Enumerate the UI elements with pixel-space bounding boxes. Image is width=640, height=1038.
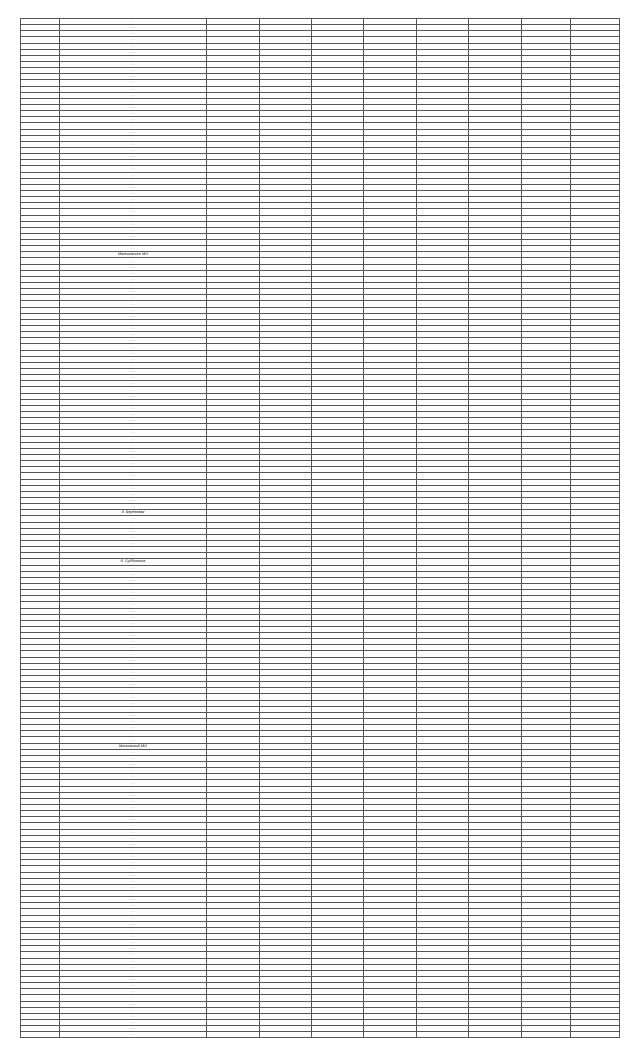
street-name-cell: … <box>59 166 206 172</box>
street-name-cell: … <box>59 375 206 381</box>
street-name-cell: … <box>59 418 206 424</box>
street-name-cell: … <box>59 540 206 546</box>
street-name-cell: … <box>59 19 206 25</box>
street-name-cell: … <box>59 307 206 313</box>
street-name-cell: … <box>59 792 206 798</box>
table-row <box>21 1032 620 1038</box>
street-name-cell: … <box>59 553 206 559</box>
street-name-cell: … <box>59 190 206 196</box>
street-name-cell: … <box>59 497 206 503</box>
street-name-cell: … <box>59 504 206 510</box>
street-name-cell: … <box>59 240 206 246</box>
street-name-cell: … <box>59 719 206 725</box>
street-name-cell: … <box>59 700 206 706</box>
street-name-cell: … <box>59 995 206 1001</box>
street-name-cell: … <box>59 534 206 540</box>
street-name-cell: … <box>59 55 206 61</box>
street-name-cell: … <box>59 154 206 160</box>
street-name-cell: … <box>59 755 206 761</box>
street-name-cell: … <box>59 774 206 780</box>
street-name-cell: … <box>59 49 206 55</box>
street-name-cell: … <box>59 68 206 74</box>
street-name-cell: … <box>59 798 206 804</box>
street-name-cell: … <box>59 927 206 933</box>
street-name-cell: … <box>59 74 206 80</box>
street-name-cell: … <box>59 295 206 301</box>
street-name-cell: … <box>59 737 206 743</box>
street-name-cell: … <box>59 639 206 645</box>
street-name-cell: … <box>59 835 206 841</box>
street-name-cell: … <box>59 111 206 117</box>
section-header-label: Мальковское МО <box>59 252 206 258</box>
street-name-cell: … <box>59 393 206 399</box>
value-cell <box>259 1032 311 1038</box>
street-name-cell: … <box>59 1001 206 1007</box>
street-name-cell: … <box>59 86 206 92</box>
street-name-cell: … <box>59 203 206 209</box>
street-name-cell: … <box>59 399 206 405</box>
street-name-cell: … <box>59 933 206 939</box>
street-name-cell: … <box>59 1013 206 1019</box>
street-name-cell: … <box>59 369 206 375</box>
street-name-cell: … <box>59 976 206 982</box>
street-name-cell: … <box>59 915 206 921</box>
street-name-cell: … <box>59 332 206 338</box>
street-name-cell: … <box>59 246 206 252</box>
street-name-cell: … <box>59 841 206 847</box>
street-name-cell: … <box>59 98 206 104</box>
data-table <box>20 18 620 1038</box>
street-name-cell: … <box>59 387 206 393</box>
street-name-cell: … <box>59 283 206 289</box>
street-name-cell: … <box>59 780 206 786</box>
street-name-cell: … <box>59 626 206 632</box>
street-name-cell: … <box>59 657 206 663</box>
street-name-cell: … <box>59 381 206 387</box>
street-name-cell: … <box>59 479 206 485</box>
street-name-cell: … <box>59 301 206 307</box>
street-name-cell: … <box>59 596 206 602</box>
street-name-cell: … <box>59 847 206 853</box>
street-name-cell: … <box>59 712 206 718</box>
street-name-cell: … <box>59 221 206 227</box>
street-name-cell: … <box>59 338 206 344</box>
street-name-cell: … <box>59 276 206 282</box>
street-name-cell: … <box>59 577 206 583</box>
street-name-cell: … <box>59 270 206 276</box>
street-name-cell: … <box>59 946 206 952</box>
street-name-cell: … <box>59 989 206 995</box>
street-name-cell: … <box>59 940 206 946</box>
street-name-cell: … <box>59 117 206 123</box>
street-name-cell: … <box>59 651 206 657</box>
street-name-cell: … <box>59 725 206 731</box>
row-number-cell <box>21 1032 60 1038</box>
street-name-cell: … <box>59 921 206 927</box>
street-name-cell: … <box>59 1026 206 1032</box>
street-name-cell: … <box>59 141 206 147</box>
street-name-cell: … <box>59 37 206 43</box>
street-name-cell: … <box>59 706 206 712</box>
street-name-cell: … <box>59 645 206 651</box>
street-name-cell: … <box>59 356 206 362</box>
street-name-cell: … <box>59 227 206 233</box>
street-name-cell: … <box>59 61 206 67</box>
street-name-cell: … <box>59 983 206 989</box>
street-name-cell: … <box>59 964 206 970</box>
value-cell <box>207 1032 259 1038</box>
street-name-cell: … <box>59 547 206 553</box>
street-name-cell: … <box>59 805 206 811</box>
street-name-cell: … <box>59 412 206 418</box>
street-name-cell: … <box>59 866 206 872</box>
street-name-cell: … <box>59 178 206 184</box>
street-name-cell: … <box>59 350 206 356</box>
street-name-cell: … <box>59 823 206 829</box>
street-name-cell: … <box>59 565 206 571</box>
street-name-cell: … <box>59 663 206 669</box>
street-name-cell: … <box>59 319 206 325</box>
street-name-cell: … <box>59 454 206 460</box>
street-name-cell: … <box>59 362 206 368</box>
section-header-label: д. Субботина <box>59 559 206 565</box>
street-name-cell: … <box>59 264 206 270</box>
street-name-cell: … <box>59 890 206 896</box>
street-name-cell: … <box>59 768 206 774</box>
value-cell <box>469 1032 521 1038</box>
value-cell <box>364 1032 416 1038</box>
street-name-cell: … <box>59 952 206 958</box>
street-name-cell: … <box>59 197 206 203</box>
street-name-cell: … <box>59 522 206 528</box>
street-name-cell: … <box>59 762 206 768</box>
value-cell <box>416 1032 468 1038</box>
street-name-cell: … <box>59 811 206 817</box>
section-header-label: Московский МО <box>59 743 206 749</box>
street-name-cell: … <box>59 129 206 135</box>
street-name-cell: … <box>59 970 206 976</box>
street-name-cell: … <box>59 326 206 332</box>
street-name-cell: … <box>59 860 206 866</box>
street-name-cell: … <box>59 786 206 792</box>
street-name-cell: … <box>59 669 206 675</box>
street-name-cell: … <box>59 878 206 884</box>
street-name-cell: … <box>59 583 206 589</box>
street-name-cell: … <box>59 467 206 473</box>
street-name-cell: … <box>59 172 206 178</box>
street-name-cell: … <box>59 909 206 915</box>
street-name-cell: … <box>59 123 206 129</box>
street-name-cell: … <box>59 854 206 860</box>
street-name-cell: … <box>59 424 206 430</box>
street-name-cell: … <box>59 448 206 454</box>
street-name-cell: … <box>59 135 206 141</box>
street-name-cell: … <box>59 958 206 964</box>
street-name-cell: … <box>59 694 206 700</box>
street-name-cell: … <box>59 829 206 835</box>
street-name-cell: … <box>59 633 206 639</box>
street-name-cell: … <box>59 43 206 49</box>
street-name-cell: … <box>59 485 206 491</box>
street-name-cell: … <box>59 473 206 479</box>
street-name-cell: … <box>59 233 206 239</box>
street-name-cell: … <box>59 461 206 467</box>
street-name-cell: … <box>59 289 206 295</box>
street-name-cell: … <box>59 31 206 37</box>
street-name-cell: … <box>59 731 206 737</box>
street-name-cell: … <box>59 147 206 153</box>
street-name-cell: … <box>59 405 206 411</box>
street-name-cell: … <box>59 313 206 319</box>
document-sheet <box>20 18 620 1038</box>
street-name-cell: … <box>59 1007 206 1013</box>
street-name-cell: … <box>59 682 206 688</box>
street-name-cell: … <box>59 688 206 694</box>
empty-cell <box>570 1032 619 1038</box>
street-name-cell: … <box>59 209 206 215</box>
street-name-cell: … <box>59 516 206 522</box>
section-header-label: д. Берёзовая <box>59 510 206 516</box>
street-name-cell: … <box>59 614 206 620</box>
street-name-cell: … <box>59 608 206 614</box>
street-name-cell: … <box>59 184 206 190</box>
street-name-cell: … <box>59 884 206 890</box>
street-name-cell: … <box>59 817 206 823</box>
street-name-cell: … <box>59 602 206 608</box>
street-name-cell: … <box>59 1032 206 1038</box>
street-name-cell: … <box>59 25 206 31</box>
street-name-cell: … <box>59 1019 206 1025</box>
street-name-cell: … <box>59 215 206 221</box>
street-name-cell: … <box>59 903 206 909</box>
street-name-cell: … <box>59 872 206 878</box>
street-name-cell: … <box>59 160 206 166</box>
empty-cell <box>521 1032 570 1038</box>
street-name-cell: … <box>59 620 206 626</box>
street-name-cell: … <box>59 491 206 497</box>
street-name-cell: … <box>59 258 206 264</box>
street-name-cell: … <box>59 104 206 110</box>
street-name-cell: … <box>59 897 206 903</box>
street-name-cell: … <box>59 344 206 350</box>
street-name-cell: … <box>59 430 206 436</box>
value-cell <box>312 1032 364 1038</box>
street-name-cell: … <box>59 528 206 534</box>
street-name-cell: … <box>59 92 206 98</box>
street-name-cell: … <box>59 80 206 86</box>
street-name-cell: … <box>59 749 206 755</box>
street-name-cell: … <box>59 590 206 596</box>
street-name-cell: … <box>59 571 206 577</box>
street-name-cell: … <box>59 442 206 448</box>
street-name-cell: … <box>59 676 206 682</box>
street-name-cell: … <box>59 436 206 442</box>
